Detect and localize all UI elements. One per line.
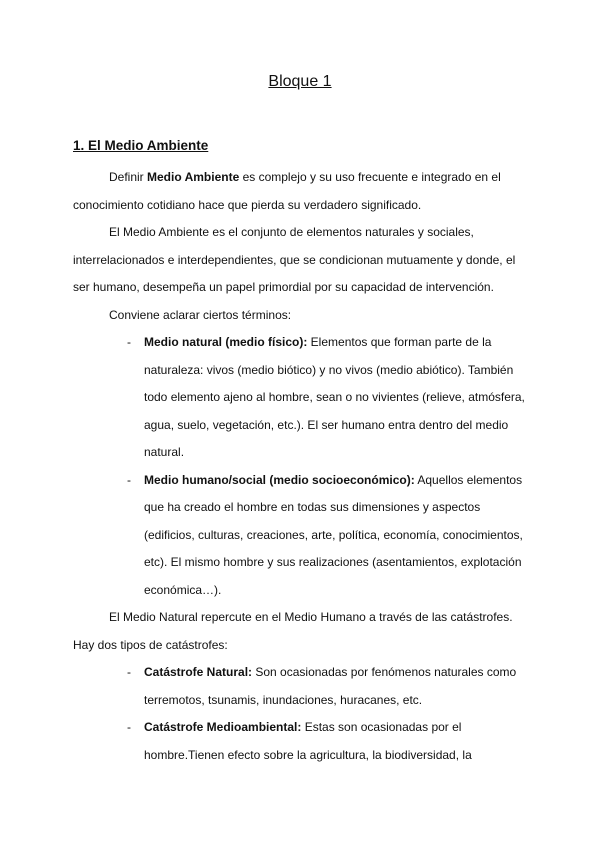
list-item	[73, 329, 533, 467]
catastrophe-list	[73, 659, 533, 769]
intro-term: Medio Ambiente	[147, 170, 240, 184]
list-item-term: Medio natural (medio físico):	[144, 335, 308, 349]
list-item	[73, 659, 533, 714]
terms-list	[73, 329, 533, 604]
section-title: 1. El Medio Ambiente	[73, 138, 209, 153]
catastrophe-types-paragraph: Hay dos tipos de catástrofes:	[73, 637, 228, 652]
catastrophe-paragraph: El Medio Natural repercute en el Medio Humano a través de las catástrofes.	[109, 610, 513, 624]
list-item	[73, 714, 533, 769]
definition-paragraph: El Medio Ambiente es el conjunto de elementos naturales y sociales, interrelacionados e interdependientes, que se condicionan mutuamente y donde, el ser humano, desempeña un papel primordial por su capacidad de intervención.	[73, 225, 516, 294]
list-dash: -	[127, 665, 131, 679]
list-item	[73, 467, 533, 605]
list-item-text: Son ocasionadas por fenómenos naturales como terremotos, tsunamis, inundaciones, huracanes, etc.	[144, 665, 517, 707]
document-body	[73, 164, 533, 769]
page-title: Bloque 1	[268, 73, 332, 90]
list-item-text: Elementos que forman parte de la naturaleza: vivos (medio biótico) y no vivos (medio abiótico). También todo elemento ajeno al hombre, sean o no vivientes (relieve, atmósfera, agua, suelo, vegetación, etc.). El ser humano entra dentro del medio natural.	[144, 335, 525, 459]
list-item-term: Catástrofe Medioambiental:	[144, 720, 302, 734]
list-dash: -	[127, 720, 131, 734]
list-dash: -	[127, 472, 131, 487]
list-item-term: Catástrofe Natural:	[144, 665, 253, 679]
intro-lead: Definir	[109, 170, 148, 184]
list-item-text: Aquellos elementos que ha creado el hombre en todas sus dimensiones y aspectos (edificios, culturas, creaciones, arte, política, economía, conocimientos, etc). El mismo hombre y sus realizaciones (asentamientos, explotación económica…).	[144, 472, 523, 597]
list-dash: -	[127, 335, 131, 349]
list-item-text: Estas son ocasionadas por el hombre.Tienen efecto sobre la agricultura, la biodiversidad, la	[144, 720, 472, 762]
intro-paragraph	[73, 164, 533, 219]
list-item-term: Medio humano/social (medio socioeconómico):	[144, 472, 415, 487]
terms-intro-paragraph: Conviene aclarar ciertos términos:	[109, 307, 292, 322]
intro-rest: es complejo y su uso frecuente e integrado en el conocimiento cotidiano hace que pierda su verdadero significado.	[73, 170, 501, 212]
